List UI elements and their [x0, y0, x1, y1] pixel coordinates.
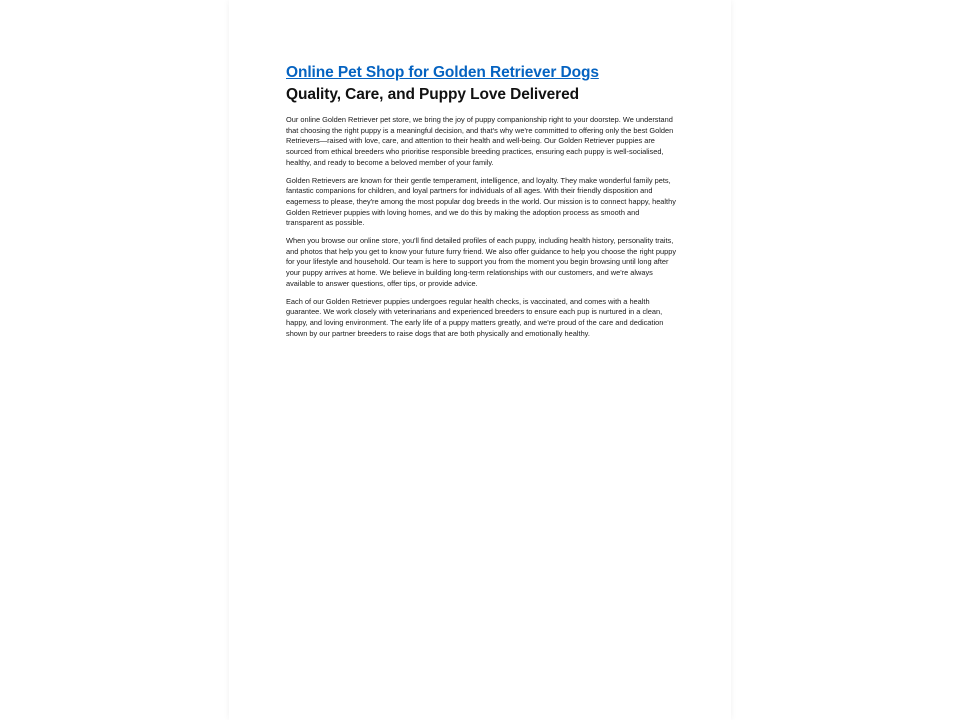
document-page: [229, 0, 731, 720]
document-body: [286, 62, 678, 346]
page-subtitle: Quality, Care, and Puppy Love Delivered: [286, 86, 579, 103]
paragraph-browsing: When you browse our online store, you'll find detailed profiles of each puppy, including health history, personality traits, and photos that help you get to know your future furry friend. We also offer guidance to help you choose the right puppy for your lifestyle and household. Our team is here to support you from the moment you begin browsing until long after your puppy arrives at home. We believe in building long-term relationships with our customers, and we're always available to answer questions, offer tips, or provide advice.: [286, 236, 677, 288]
paragraph-intro: Our online Golden Retriever pet store, we bring the joy of puppy companionship right to your doorstep. We understand that choosing the right puppy is a meaningful decision, and that's why we're committed to offering only the best Golden Retrievers—raised with love, care, and attention to their health and well-being. Our Golden Retriever puppies are sourced from ethical breeders who prioritise responsible breeding practices, ensuring each puppy is well-socialised, healthy, and ready to become a beloved member of your family.: [286, 115, 674, 167]
paragraph-health: Each of our Golden Retriever puppies undergoes regular health checks, is vaccinated, and comes with a health guarantee. We work closely with veterinarians and experienced breeders to ensure each pup is nurtured in a clean, happy, and loving environment. The early life of a puppy matters greatly, and we're proud of the care and dedication shown by our partner breeders to raise dogs that are both physically and emotionally healthy.: [286, 296, 664, 338]
paragraph-temperament: Golden Retrievers are known for their gentle temperament, intelligence, and loyalty. They make wonderful family pets, fantastic companions for children, and loyal partners for individuals of all ages. With their friendly disposition and eagerness to please, they're among the most popular dog breeds in the world. Our mission is to connect happy, healthy Golden Retriever puppies with loving homes, and we do this by making the adoption process as smooth and transparent as possible.: [286, 175, 676, 228]
title-link[interactable]: Online Pet Shop for Golden Retriever Dogs: [286, 64, 599, 81]
